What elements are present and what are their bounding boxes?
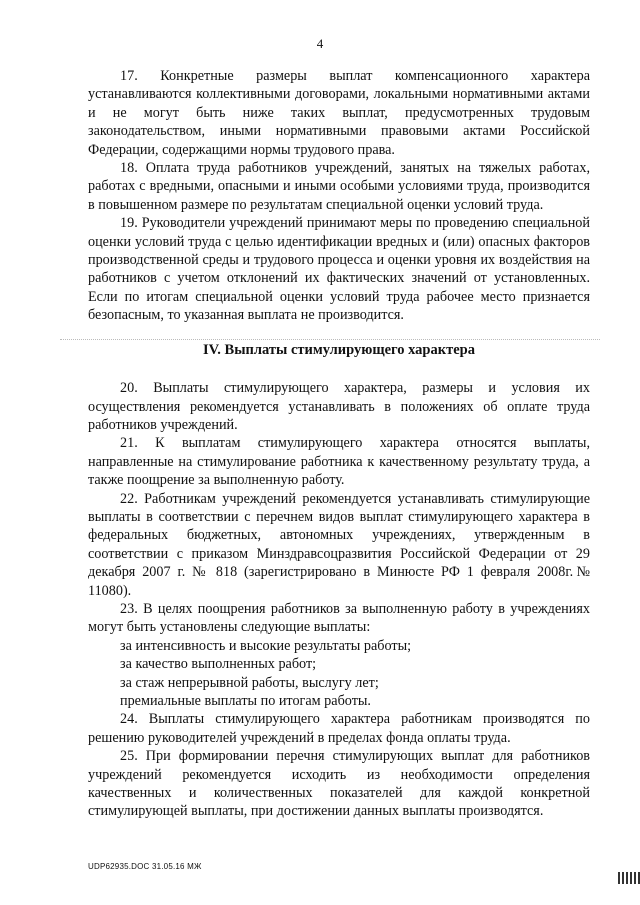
paragraph-21: 21. К выплатам стимулирующего характера относятся выплаты, направленные на стимулирование работника к качественному результату труда, а также поощрение за выполненную работу.	[88, 435, 590, 489]
payment-list-item: за интенсивность и высокие результаты работы;	[120, 637, 412, 654]
paragraph-19: 19. Руководители учреждений принимают меры по проведению специальной оценки условий труда с целью идентификации вредных и (или) опасных факторов производственной среды и трудового процесса и оценки уровня их воздействия на работников с учетом отклонений их фактических значений от установленных. Если по итогам специальной оценки условий труда рабочее место признается безопасным, то указанная выплата не производится.	[88, 215, 590, 324]
document-body	[88, 67, 590, 821]
paragraph-18: 18. Оплата труда работников учреждений, занятых на тяжелых работах, работах с вредными, опасными и иными особыми условиями труда, производится в повышенном размере по результатам специальной оценки условий труда.	[88, 160, 590, 213]
paragraph-22: 22. Работникам учреждений рекомендуется устанавливать стимулирующие выплаты в соответствии с перечнем видов выплат стимулирующего характера в федеральных бюджетных, автономных учреждениях, утвержденным в соответствии с приказом Минздравсоцразвития Российской Федерации от 29 декабря 2007 г. № 818 (зарегистрировано в Минюсте РФ 1 февраля 2008г.№ 11080).	[88, 490, 590, 599]
payment-list-item: за качество выполненных работ;	[120, 656, 317, 673]
paragraph-24: 24. Выплаты стимулирующего характера работникам производятся по решению руководителей учреждений в пределах фонда оплаты труда.	[88, 711, 590, 746]
scan-edge-mark	[618, 872, 640, 884]
payment-list-item: за стаж непрерывной работы, выслугу лет;	[120, 674, 379, 691]
paragraph-17: 17. Конкретные размеры выплат компенсационного характера устанавливаются коллективными договорами, локальными нормативными актами и не могут быть ниже таких выплат, предусмотренных трудовым законодательством, иными нормативными правовыми актами Российской Федерации, содержащими нормы трудового права.	[88, 68, 590, 158]
paragraph-25: 25. При формировании перечня стимулирующих выплат для работников учреждений рекомендуется исходить из необходимости определения качественных и количественных показателей для каждой конкретной стимулирующей выплаты, при достижении данных выплаты производятся.	[88, 748, 590, 820]
page-number: 4	[316, 36, 324, 51]
paragraph-23: 23. В целях поощрения работников за выполненную работу в учреждениях могут быть установлены следующие выплаты:	[88, 600, 590, 636]
footer-doc-code: UDP62935.DOC 31.05.16 МЖ	[88, 862, 202, 871]
paragraph-20: 20. Выплаты стимулирующего характера, размеры и условия их осуществления рекомендуется устанавливать в положениях об оплате труда работников учреждений.	[88, 380, 590, 433]
payment-list-item: премиальные выплаты по итогам работы.	[120, 693, 371, 709]
section-heading: IV. Выплаты стимулирующего характера	[203, 341, 475, 358]
